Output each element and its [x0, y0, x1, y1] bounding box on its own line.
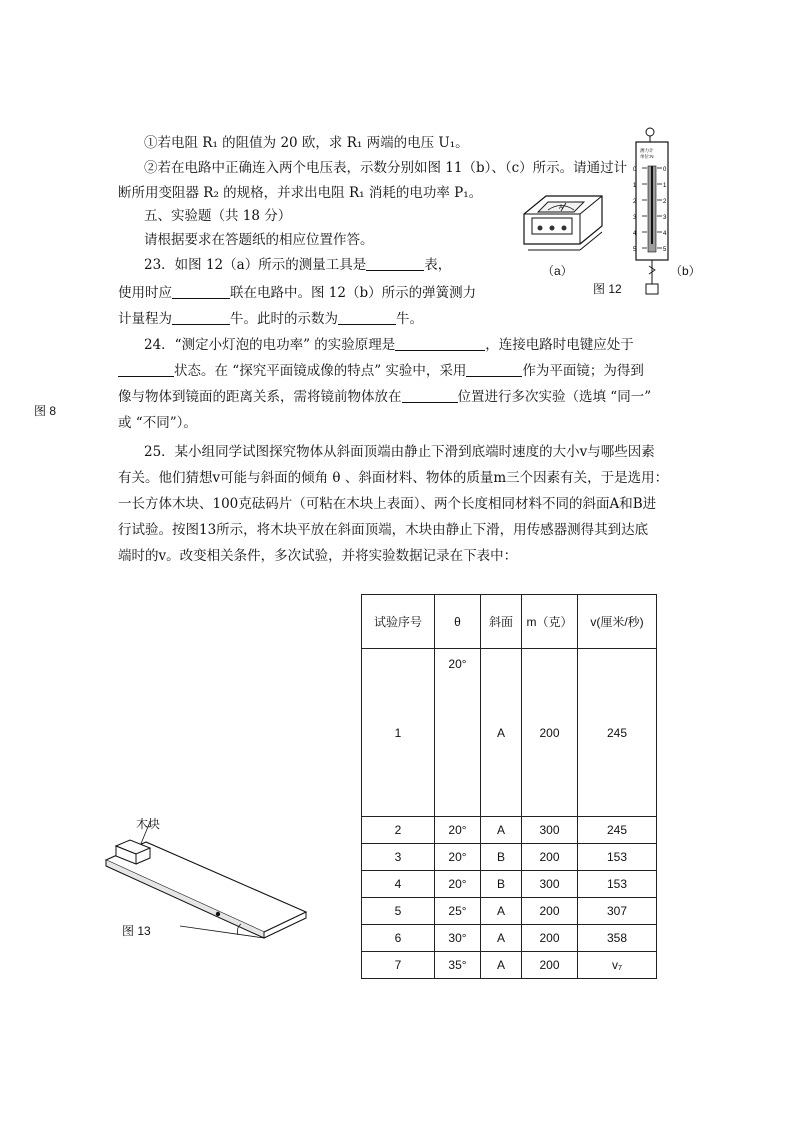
q24-text-c: 状态。在 “探究平面镜成像的特点” 实验中，采用 [174, 363, 467, 379]
table-cell: 20° [435, 817, 481, 844]
figure-13-label: 图 13 [122, 924, 151, 938]
question-line-2: ②若在电路中正确连入两个电压表，示数分别如图 11（b）、（c）所示。请通过计 [144, 160, 628, 176]
answer-blank[interactable] [466, 362, 522, 377]
figure-12-label: 图 12 [593, 282, 622, 296]
q23-text-e: 计量程为 [118, 311, 172, 327]
q24-text-d: 作为平面镜；为得到 [522, 363, 644, 379]
table-cell: 20° [435, 871, 481, 898]
q24-line-4: 或 “不同”）。 [118, 415, 197, 431]
answer-blank[interactable] [118, 362, 174, 377]
table-cell: A [481, 817, 522, 844]
answer-blank[interactable] [172, 310, 230, 325]
table-row [362, 925, 657, 952]
table-cell: 245 [578, 649, 657, 817]
scale-tick: 1 [663, 183, 667, 189]
table-cell: 358 [578, 925, 657, 952]
meter-letter: A [559, 205, 564, 211]
table-cell: 200 [522, 649, 578, 817]
scale-tick: 0 [633, 167, 637, 173]
table-cell: 153 [578, 871, 657, 898]
scale-tick: 1 [633, 183, 637, 189]
figure-12b-label: （b） [670, 264, 701, 278]
table-cell: 4 [362, 871, 435, 898]
q24-line-2 [118, 361, 644, 381]
scale-tick: 4 [633, 231, 637, 237]
q24-line-3 [118, 387, 651, 407]
table-cell: 20° [435, 844, 481, 871]
table-cell: 35° [435, 952, 481, 979]
data-table [361, 594, 657, 979]
table-cell: 30° [435, 925, 481, 952]
scale-tick: 3 [633, 215, 637, 221]
answer-blank[interactable] [402, 388, 458, 403]
spring-scale-figure [630, 126, 674, 298]
table-cell: A [481, 952, 522, 979]
scale-unit: 单位:N [640, 154, 654, 159]
q24-text-e: 像与物体到镜面的距离关系，需将镜前物体放在 [118, 389, 402, 405]
table-cell: 300 [522, 817, 578, 844]
answer-blank[interactable] [395, 336, 485, 351]
question-line-1: ①若电阻 R₁ 的阻值为 20 欧，求 R₁ 两端的电压 U₁。 [144, 135, 469, 151]
q23-text-b: 表， [424, 257, 452, 273]
table-cell: 200 [522, 952, 578, 979]
scale-tick: 2 [663, 199, 667, 205]
table-cell: B [481, 844, 522, 871]
q23-line-2 [118, 283, 476, 303]
table-row [362, 844, 657, 871]
scale-tick: 4 [663, 231, 667, 237]
q25-line-4: 行试验。按图13所示，将木块平放在斜面顶端，木块由静止下滑，用传感器测得其到达底 [118, 522, 649, 538]
table-cell: 25° [435, 898, 481, 925]
scale-tick: 5 [633, 247, 637, 253]
q23-text-d: 联在电路中。图 12（b）所示的弹簧测力 [230, 285, 477, 301]
table-cell: 153 [578, 844, 657, 871]
table-cell: 307 [578, 898, 657, 925]
table-cell: B [481, 871, 522, 898]
table-cell: A [481, 649, 522, 817]
q24-text-f: 位置进行多次实验（选填 “同一” [457, 389, 652, 405]
table-row [362, 649, 657, 817]
q23-line-1 [144, 255, 451, 275]
table-header-row [362, 595, 657, 649]
table-cell: 1 [362, 649, 435, 817]
q25-line-5: 端时的v。改变相关条件，多次试验，并将实验数据记录在下表中： [118, 548, 518, 564]
q24-line-1 [144, 335, 634, 355]
scale-tick: 3 [663, 215, 667, 221]
table-cell: A [481, 925, 522, 952]
q24-text-a: 24．“测定小灯泡的电功率” 的实验原理是 [144, 337, 396, 353]
table-header: 斜面 [481, 595, 522, 649]
scale-tick: 5 [663, 247, 667, 253]
table-cell: 2 [362, 817, 435, 844]
block-label: 木块 [136, 817, 161, 831]
q25-line-2: 有关。他们猜想v可能与斜面的倾角 θ 、斜面材料、物体的质量m三个因素有关，于是选用： [118, 470, 669, 486]
table-cell: 5 [362, 898, 435, 925]
answer-blank[interactable] [366, 256, 424, 271]
answer-blank[interactable] [338, 310, 396, 325]
q25-line-3: 一长方体木块、100克砝码片（可粘在木块上表面）、两个长度相同材料不同的斜面A和B进 [118, 496, 657, 512]
table-header: 试验序号 [362, 595, 435, 649]
table-cell: 3 [362, 844, 435, 871]
q23-text-g: 牛。 [396, 311, 423, 327]
table-cell: 6 [362, 925, 435, 952]
table-cell: 200 [522, 844, 578, 871]
table-header: m（克） [522, 595, 578, 649]
answer-blank[interactable] [172, 284, 230, 299]
q23-text-f: 牛。此时的示数为 [230, 311, 338, 327]
table-cell: 7 [362, 952, 435, 979]
table-row [362, 898, 657, 925]
q23-text-a: 23．如图 12（a）所示的测量工具是 [144, 257, 367, 273]
table-cell-text: 20° [448, 657, 467, 671]
section-heading: 五、实验题（共 18 分） [144, 208, 292, 224]
table-row [362, 871, 657, 898]
instruction-text: 请根据要求在答题纸的相应位置作答。 [144, 232, 374, 248]
scale-tick: 0 [663, 167, 667, 173]
table-header: θ [435, 595, 481, 649]
table-header: v(厘米/秒) [578, 595, 657, 649]
scale-tick: 2 [633, 199, 637, 205]
q23-text-c: 使用时应 [118, 285, 172, 301]
q25-line-1: 25．某小组同学试图探究物体从斜面顶端由静止下滑到底端时速度的大小v与哪些因素 [144, 444, 655, 460]
table-cell: 245 [578, 817, 657, 844]
table-row [362, 952, 657, 979]
figure-8-label: 图 8 [34, 404, 57, 418]
q24-text-b: ，连接电路时电键应处于 [485, 337, 634, 353]
question-line-3: 断所用变阻器 R₂ 的规格，并求出电阻 R₁ 消耗的电功率 P₁。 [118, 185, 483, 201]
table-cell: A [481, 898, 522, 925]
table-cell: 200 [522, 925, 578, 952]
ammeter-figure [518, 192, 608, 260]
scale-header: 测力计 [640, 148, 654, 153]
table-cell: 300 [522, 871, 578, 898]
figure-12a-label: （a） [542, 264, 573, 278]
q23-line-3 [118, 309, 423, 329]
table-cell [435, 649, 481, 817]
table-cell: v₇ [578, 952, 657, 979]
table-cell: 200 [522, 898, 578, 925]
table-row [362, 817, 657, 844]
